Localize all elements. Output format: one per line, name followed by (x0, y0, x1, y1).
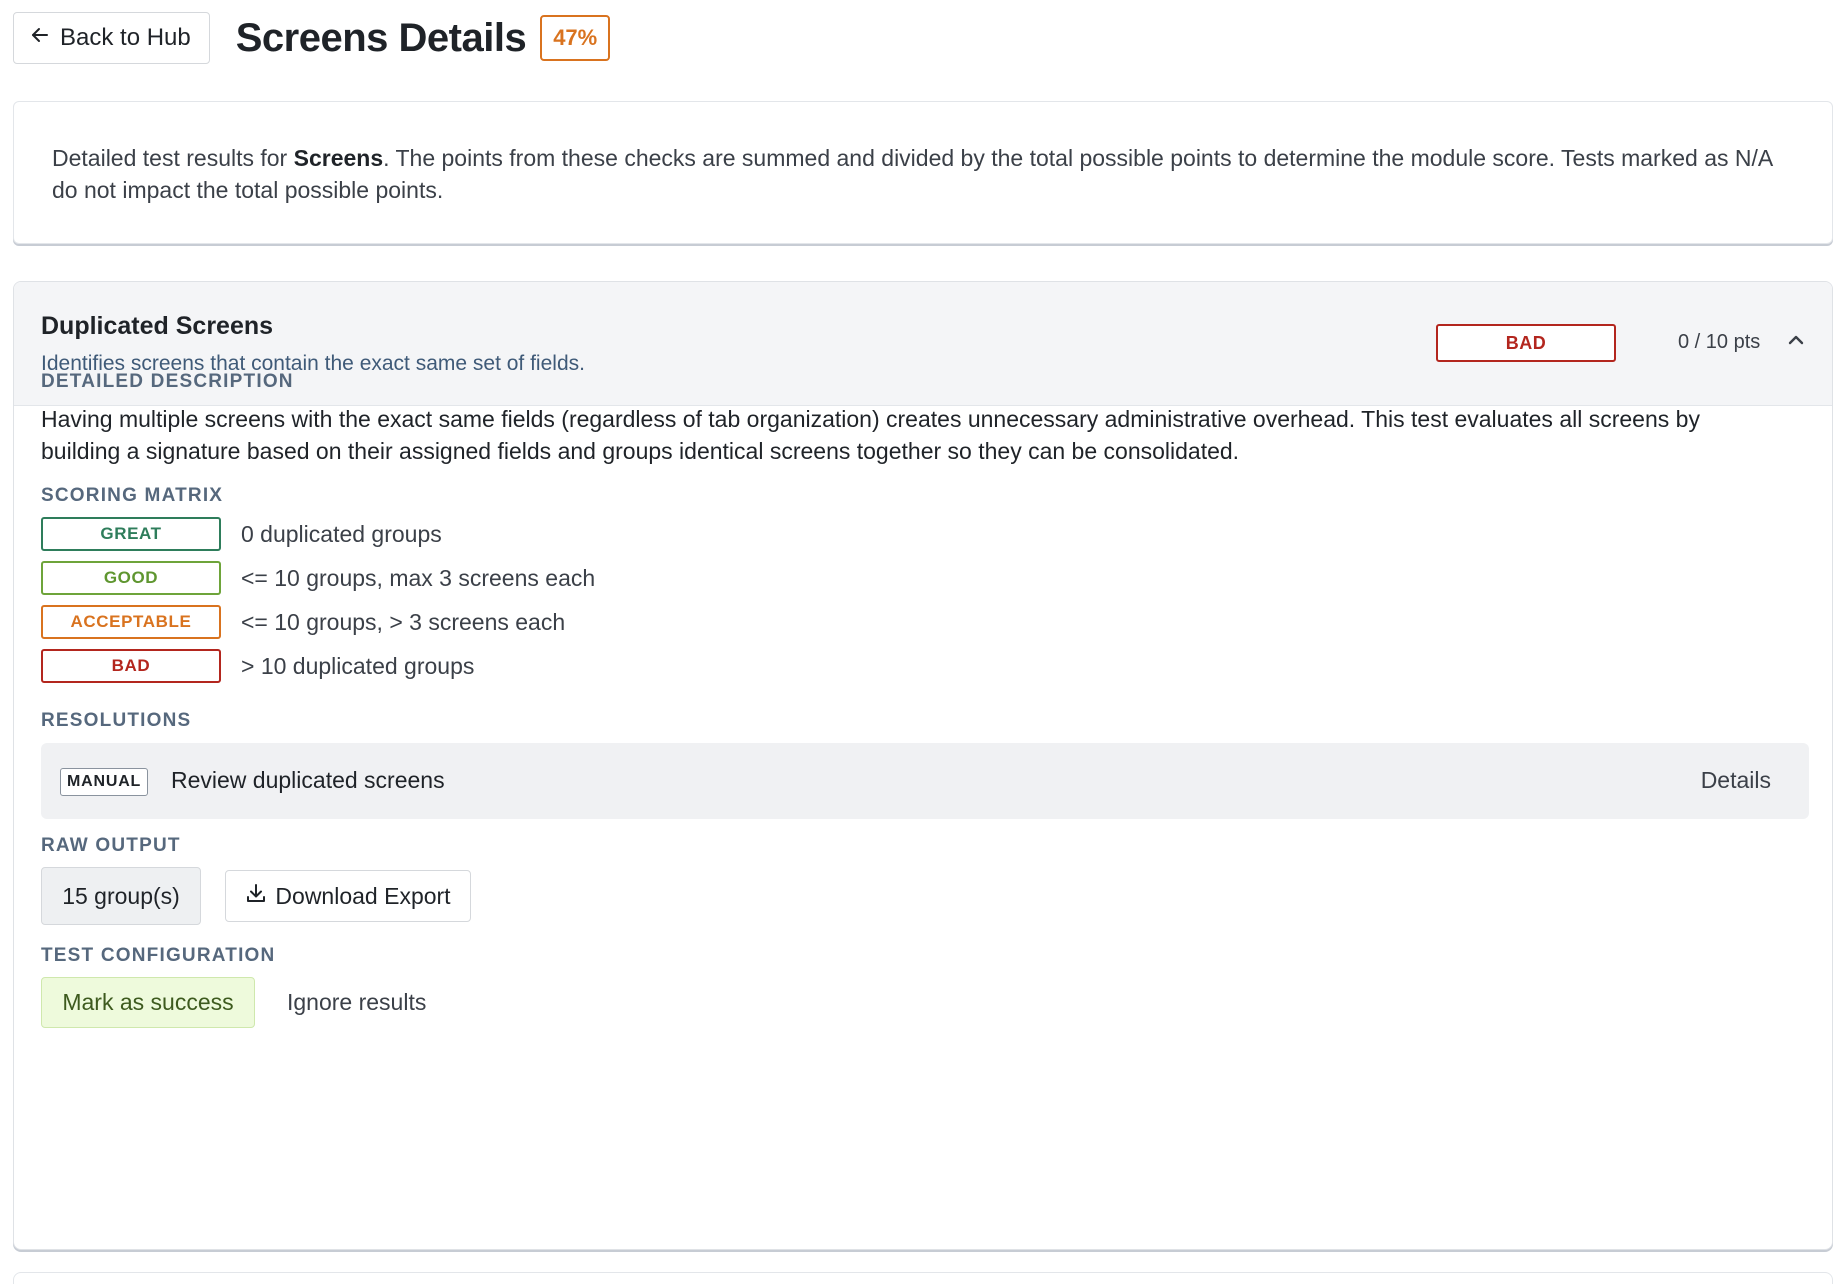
grade-badge-great: GREAT (41, 517, 221, 551)
resolutions-heading: RESOLUTIONS (41, 710, 192, 731)
collapse-toggle[interactable] (1782, 328, 1810, 356)
test-card-duplicated-screens (13, 281, 1833, 1250)
test-configuration-heading: TEST CONFIGURATION (41, 945, 276, 966)
grade-badge-acceptable: ACCEPTABLE (41, 605, 221, 639)
back-to-hub-button[interactable] (13, 12, 210, 64)
module-score-badge: 47% (540, 15, 610, 61)
intro-text (52, 142, 1794, 206)
page-title: Screens Details (235, 15, 527, 60)
scoring-matrix-heading: SCORING MATRIX (41, 485, 224, 506)
manual-tag: MANUAL (60, 768, 148, 796)
download-export-label: Download Export (275, 882, 451, 909)
chevron-up-icon (1786, 330, 1806, 355)
points-value: 0 / 10 pts (1678, 331, 1761, 353)
grade-badge-good: GOOD (41, 561, 221, 595)
raw-output-count: 15 group(s) (41, 867, 201, 925)
scoring-row-great (41, 517, 442, 551)
scoring-criteria: > 10 duplicated groups (241, 652, 475, 679)
scoring-row-good (41, 561, 595, 595)
resolution-text: Review duplicated screens (171, 767, 445, 793)
test-subtitle: Identifies screens that contain the exact same set of fields. (41, 352, 585, 375)
scoring-row-bad (41, 649, 474, 683)
scoring-row-acceptable (41, 605, 565, 639)
test-title: Duplicated Screens (41, 312, 274, 340)
resolution-item (41, 743, 1809, 819)
detailed-description-heading: DETAILED DESCRIPTION (41, 371, 294, 392)
scoring-criteria: <= 10 groups, max 3 screens each (241, 564, 596, 591)
grade-badge-bad: BAD (41, 649, 221, 683)
scoring-criteria: 0 duplicated groups (241, 520, 442, 547)
intro-suffix: . The points from these checks are summed and divided by the total possible points to determine the module score. Tests marked as N/A do not impact the total possible points. (52, 145, 1772, 203)
next-test-card (13, 1272, 1833, 1284)
resolution-details-link[interactable]: Details (1700, 767, 1771, 793)
intro-prefix: Detailed test results for (52, 145, 294, 171)
download-icon (245, 882, 267, 910)
back-to-hub-label: Back to Hub (60, 24, 191, 51)
top-bar (13, 12, 610, 64)
ignore-results-button[interactable]: Ignore results (287, 989, 427, 1015)
detailed-description-text: Having multiple screens with the exact same fields (regardless of tab organization) creates unnecessary administrative overhead. This test evaluates all screens by building a signature based on their assigned fields and groups identical screens together so they can be consolidated. (41, 406, 1700, 464)
download-export-button[interactable] (225, 870, 471, 922)
status-badge: BAD (1436, 324, 1616, 362)
mark-as-success-button[interactable]: Mark as success (41, 977, 255, 1028)
arrow-left-icon (30, 24, 50, 52)
intro-module-name: Screens (293, 145, 384, 171)
scoring-criteria: <= 10 groups, > 3 screens each (241, 608, 566, 635)
raw-output-heading: RAW OUTPUT (41, 835, 181, 856)
intro-card (13, 101, 1833, 244)
